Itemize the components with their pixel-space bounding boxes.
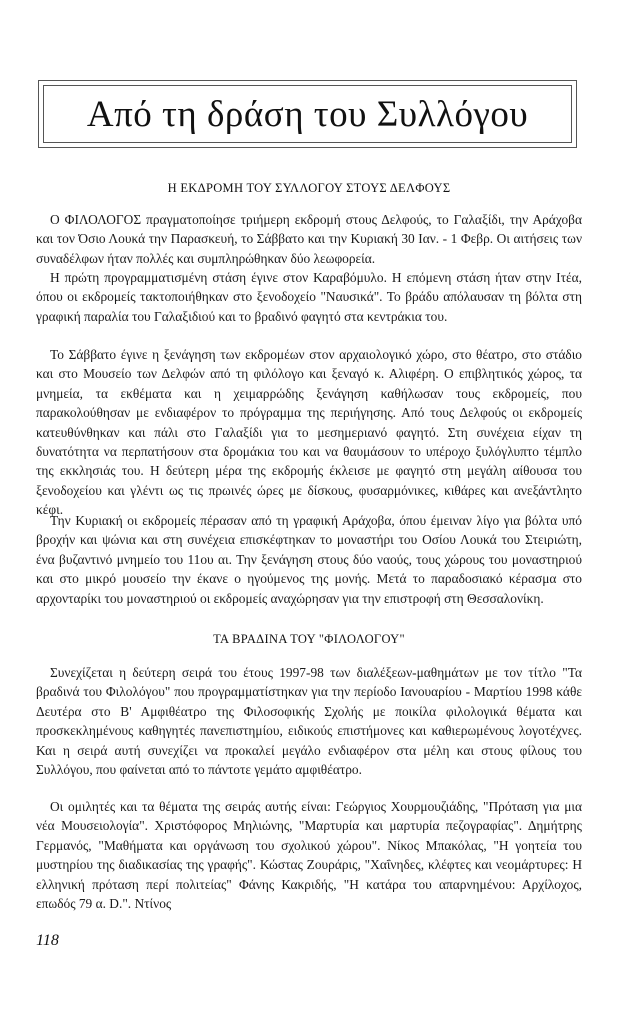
- page-title: Από τη δράση του Συλλόγου: [43, 85, 572, 143]
- section-heading-evenings: ΤΑ ΒΡΑΔΙΝΑ ΤΟΥ "ΦΙΛΟΛΟΓΟΥ": [213, 632, 405, 646]
- page-number: 118: [36, 932, 59, 949]
- title-frame: [38, 80, 577, 148]
- paragraph: Την Κυριακή οι εκδρομείς πέρασαν από τη γραφική Αράχοβα, όπου έμειναν λίγο για βόλτα υπό βροχήν και ψώνια και στη συνέχεια επισκέφτηκαν το μοναστήρι του Οσίου Λουκά του Στειριώτη, ένα βυζαντινό μνημείο του 11ου αι. Την ξενάγηση στους δύο ναούς, τους χώρους του μοναστηριού και στο μικρό μουσείο την έκανε ο ηγούμενος της μονής. Μετά το παραδοσιακό κέρασμα στο αρχονταρίκι του μοναστηριού οι εκδρομείς αναχώρησαν για την επιστροφή στη Θεσσαλονίκη.: [36, 513, 582, 606]
- paragraph: Το Σάββατο έγινε η ξενάγηση των εκδρομέων στον αρχαιολογικό χώρο, στο θέατρο, στο στάδιο και στο Μουσείο των Δελφών από τη φιλόλογο και ξεναγό κ. Αλιφέρη. Ο επιβλητικός χώρος, τα μνημεία, τα εκθέματα και η χειμαρρώδης ξενάγηση καθήλωσαν τους εκδρομείς, που παρακολούθησαν με ενδιαφέρον το πρόγραμμα της περιήγησης. Από τους Δελφούς οι εκδρομείς κατευθύνθηκαν και πάλι στο Γαλαξίδι για το μεσημεριανό φαγητό. Στη συνέχεια είχαν τη δυνατότητα να περπατήσουν στα δρομάκια του και να θαυμάσουν το υπέροχο ξυλόγλυπτο τέμπλο της εκκλησιάς του. Η δεύτερη μέρα της εκδρομής έκλεισε με φαγητό στη μεγάλη αίθουσα του ξενοδοχείου και γλέντι ως τις πρωινές ώρες με δίσκους, φυσαρμόνικες, κιθάρες και ανεξάντλητο κέφι.: [36, 347, 582, 518]
- paragraph: Συνεχίζεται η δεύτερη σειρά του έτους 1997-98 των διαλέξεων-μαθημάτων με τον τίτλο "Τα βραδινά του Φιλολόγου" που προγραμματίστηκαν για την περίοδο Ιανουαρίου - Μαρτίου 1998 κάθε Δευτέρα στο Β' Αμφιθέατρο της Φιλοσοφικής Σχολής με ποικίλα φιλολογικά θέματα και προσκεκλημένους καθηγητές πανεπιστημίου, ειδικούς επιστήμονες και καθιερωμένους λογοτέχνες. Και η σειρά αυτή συνεχίζει να προκαλεί μεγάλο ενδιαφέρον στα μέλη και στους φίλους του Συλλόγου, που φαίνεται από το πάντοτε γεμάτο αμφιθέατρο.: [36, 665, 582, 778]
- paragraph: Οι ομιλητές και τα θέματα της σειράς αυτής είναι: Γεώργιος Χουρμουζιάδης, "Πρόταση για μια νέα Μουσειολογία". Χριστόφορος Μηλιώνης, "Μαρτυρία και μαρτυρία πεζογραφίας". Δημήτρης Γερμανός, "Μαθήματα και οργάνωση του σχολικού χώρου". Νίκος Μπακόλας, "Η γοητεία του μυστηρίου της διαδικασίας της γραφής". Κώστας Ζουράρις, "Χαΐνηδες, κλέφτες και νεομάρτυρες: Η ελληνική πρόταση περί πολιτείας" Φάνης Κακριδής, "Η κατάρα του απαρνημένου: Αρχίλοχος, επωδός 79 α. D.". Ντίνος: [36, 799, 582, 912]
- section-heading-excursion: Η ΕΚΔΡΟΜΗ ΤΟΥ ΣΥΛΛΟΓΟΥ ΣΤΟΥΣ ΔΕΛΦΟΥΣ: [167, 181, 451, 195]
- paragraph: Ο ΦΙΛΟΛΟΓΟΣ πραγματοποίησε τριήμερη εκδρομή στους Δελφούς, το Γαλαξίδι, την Αράχοβα και τον Όσιο Λουκά την Παρασκευή, το Σάββατο και την Κυριακή 30 Ιαν. - 1 Φεβρ. Οι αιτήσεις των συναδέλφων ήταν πολλές και συμπληρώθηκαν δύο λεωφορεία.: [36, 212, 582, 266]
- paragraph: Η πρώτη προγραμματισμένη στάση έγινε στον Καραβόμυλο. Η επόμενη στάση ήταν στην Ιτέα, όπου οι εκδρομείς τακτοποιήθηκαν στο ξενοδοχείο "Ναυσικά". Το βράδυ απόλαυσαν τη βόλτα στη γραφική παραλία του Γαλαξιδιού και το βραδινό φαγητό στα κεντράκια του.: [36, 270, 582, 324]
